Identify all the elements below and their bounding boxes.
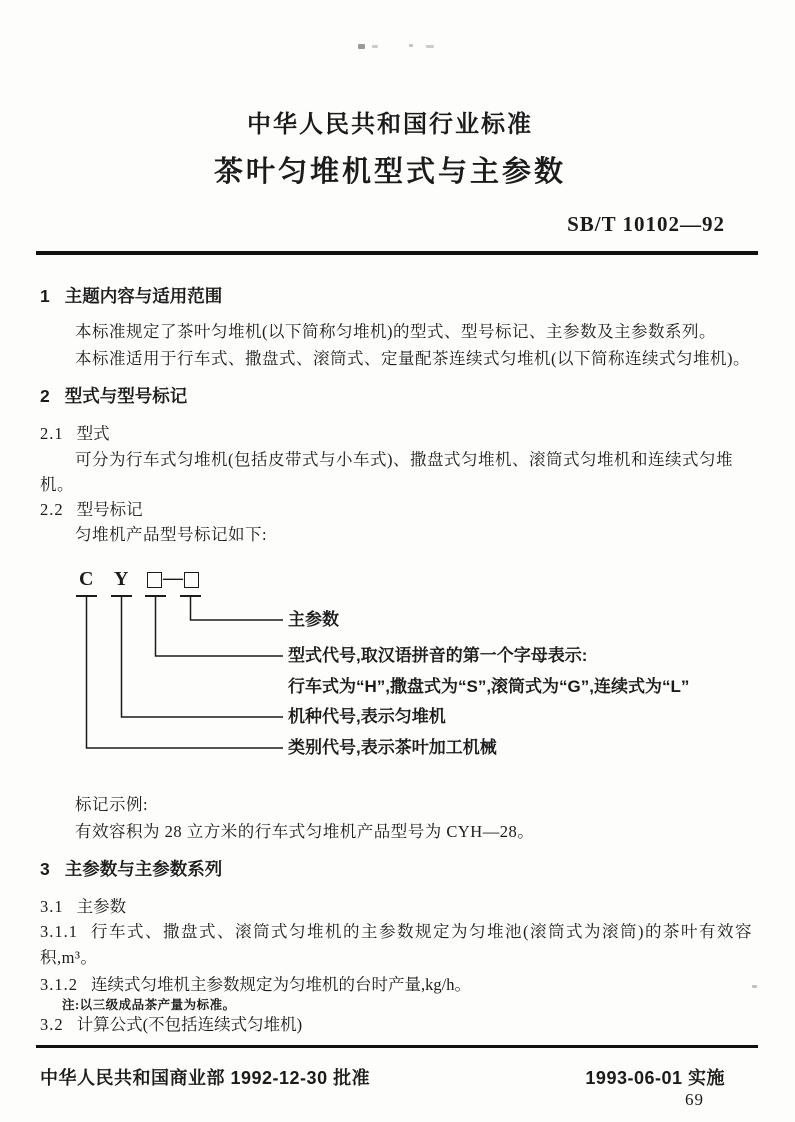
section-2-title: 型式与型号标记 [64,386,188,406]
marking-example-caption: 标记示例: [75,795,149,814]
clause-3-1-heading [40,893,126,917]
section-1-paragraph-1: 本标准规定了茶叶匀堆机(以下简称匀堆机)的型式、型号标记、主参数及主参数系列。 [75,322,716,341]
clause-3-2-number: 3.2 [40,1015,64,1034]
scan-noise-speck [372,45,378,48]
standard-number: SB/T 10102—92 [567,212,725,236]
diagram-label-machine-code: 机种代号,表示匀堆机 [288,707,446,726]
section-1-title: 主题内容与适用范围 [64,286,223,306]
scan-noise-speck [409,44,413,47]
clause-3-2-heading [40,1011,302,1035]
diagram-label-type-code-line-1: 型式代号,取汉语拼音的第一个字母表示: [288,646,588,665]
section-3-heading [40,856,222,881]
clause-2-1-text-line-1: 可分为行车式匀堆机(包括皮带式与小车式)、撒盘式匀堆机、滚筒式匀堆机和连续式匀堆 [75,450,733,469]
page-number: 69 [685,1090,704,1109]
approval-statement: 中华人民共和国商业部 1992-12-30 批准 [40,1068,371,1088]
section-3-number: 3 [40,859,50,879]
clause-3-2-title: 计算公式(不包括连续式匀堆机) [76,1015,303,1034]
code-underline-y [111,595,132,597]
clause-2-1-number: 2.1 [40,424,64,443]
scan-noise-speck [752,985,757,988]
clause-2-1-heading [40,420,110,444]
diagram-label-type-code-line-2: 行车式为“H”,撒盘式为“S”,滚筒式为“G”,连续式为“L” [288,677,690,696]
model-code-dash: — [163,567,183,589]
scan-noise-speck [426,45,434,48]
model-code-letter-c: C [79,568,94,590]
document-title: 茶叶匀堆机型式与主参数 [213,156,566,188]
section-1-heading [40,283,222,308]
clause-2-1-title: 型式 [76,424,110,443]
section-1-paragraph-2: 本标准适用于行车式、撒盘式、滚筒式、定量配茶连续式匀堆机(以下简称连续式匀堆机)。 [75,349,750,368]
clause-3-1-2-note: 注:以三级成品茶产量为标准。 [62,998,236,1012]
code-underline-param [180,595,201,597]
clause-3-1-2-number: 3.1.2 [40,975,78,994]
scan-noise-speck [358,44,365,49]
model-code-letter-y: Y [114,568,129,590]
implementation-statement: 1993-06-01 实施 [585,1068,725,1088]
clause-2-1-text-line-2: 机。 [40,475,74,494]
model-code-box-param [184,572,199,588]
code-underline-type [145,595,166,597]
diagram-label-main-parameter: 主参数 [288,610,339,629]
clause-3-1-1-text-line-1: 3.1.1 行车式、撒盘式、滚筒式匀堆机的主参数规定为匀堆池(滚筒式为滚筒)的茶叶有效容 [40,922,753,941]
footer-divider-rule [36,1045,758,1048]
clause-3-1-2-text: 3.1.2 连续式匀堆机主参数规定为匀堆机的台时产量,kg/h。 [40,975,471,994]
clause-2-2-number: 2.2 [40,500,64,519]
model-code-box-type [147,572,162,588]
clause-2-2-title: 型号标记 [76,500,143,519]
clause-3-1-number: 3.1 [40,897,64,916]
section-2-number: 2 [40,386,50,406]
clause-3-1-1-text-line-2: 积,m³。 [40,948,98,967]
section-1-number: 1 [40,286,50,306]
diagram-label-category-code: 类别代号,表示茶叶加工机械 [288,738,497,757]
clause-2-2-intro: 匀堆机产品型号标记如下: [75,525,268,544]
clause-2-2-heading [40,496,143,520]
standard-category-title: 中华人民共和国行业标准 [247,111,533,138]
marking-example-text: 有效容积为 28 立方米的行车式匀堆机产品型号为 CYH—28。 [75,822,535,841]
header-divider-rule [36,251,758,255]
section-2-heading [40,383,187,408]
code-underline-c [76,595,97,597]
section-3-title: 主参数与主参数系列 [64,859,223,879]
clause-3-1-1-number: 3.1.1 [40,922,78,941]
clause-3-1-title: 主参数 [76,897,127,916]
